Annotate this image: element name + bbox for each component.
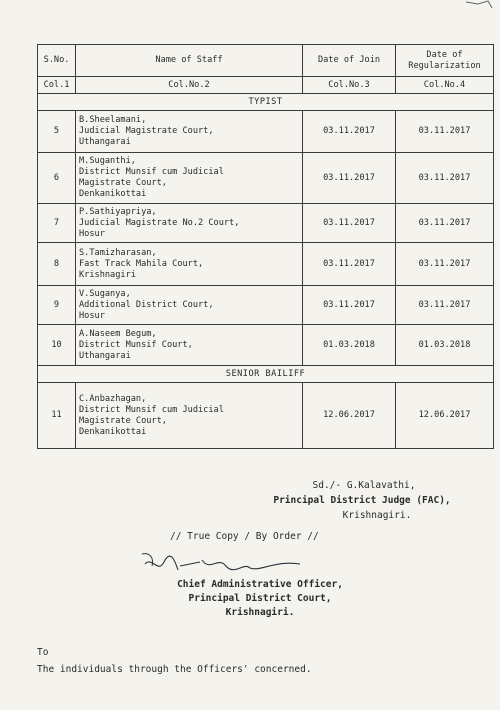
row-date-of-regularization: 03.11.2017 (396, 286, 494, 325)
row-sno: 7 (38, 204, 76, 243)
table-row (38, 111, 494, 153)
column-number-row (38, 77, 494, 94)
name-line: District Munsif cum Judicial (79, 404, 224, 415)
row-staff-name (76, 286, 303, 325)
name-line: P.Sathiyapriya, (79, 206, 157, 217)
table-row (38, 383, 494, 449)
name-line: Denkanikottai (79, 426, 147, 437)
name-line: Uthangarai (79, 137, 131, 147)
cao-place: Krishnagiri. (225, 607, 295, 618)
name-line: V.Suganya, (79, 288, 131, 299)
row-date-of-regularization: 03.11.2017 (396, 243, 494, 286)
row-sno: 9 (38, 286, 76, 325)
header-name: Name of Staff (76, 45, 303, 77)
row-sno: 11 (38, 383, 76, 449)
signatory-name: Sd./- G.Kalavathi, (312, 480, 416, 491)
row-staff-name (76, 111, 303, 153)
row-staff-name (76, 153, 303, 204)
row-date-of-regularization: 03.11.2017 (396, 153, 494, 204)
to-label: To (37, 647, 49, 658)
row-date-of-join: 01.03.2018 (303, 325, 396, 366)
name-line: Denkanikottai (79, 189, 147, 199)
row-date-of-join: 03.11.2017 (303, 286, 396, 325)
section-label-typist: TYPIST (38, 94, 494, 111)
colno-1: Col.1 (38, 77, 76, 94)
header-dor-line2: Regularization (408, 60, 481, 71)
true-copy-note: // True Copy / By Order // (170, 531, 319, 542)
name-line: Uthangarai (79, 350, 131, 361)
row-sno: 8 (38, 243, 76, 286)
table-row (38, 243, 494, 286)
name-line: C.Anbazhagan, (79, 393, 147, 404)
row-date-of-join: 12.06.2017 (303, 383, 396, 449)
table-row (38, 153, 494, 204)
header-sno: S.No. (38, 45, 76, 77)
table-row (38, 325, 494, 366)
row-sno: 5 (38, 111, 76, 153)
signatory-place: Krishnagiri. (342, 510, 412, 521)
row-date-of-join: 03.11.2017 (303, 204, 396, 243)
chief-administrative-officer-block (160, 578, 360, 620)
name-line: District Munsif cum Judicial (79, 167, 224, 177)
row-staff-name (76, 204, 303, 243)
signatory-designation: Principal District Judge (FAC), (273, 495, 451, 506)
name-line: Magistrate Court, (79, 178, 167, 188)
row-date-of-join: 03.11.2017 (303, 111, 396, 153)
table-row (38, 204, 494, 243)
name-line: Magistrate Court, (79, 415, 167, 426)
name-line: B.Sheelamani, (79, 115, 147, 125)
row-date-of-regularization: 12.06.2017 (396, 383, 494, 449)
name-line: Judicial Magistrate Court, (79, 126, 214, 136)
cao-title: Chief Administrative Officer, (177, 579, 343, 590)
name-line: Hosur (79, 310, 105, 321)
row-sno: 10 (38, 325, 76, 366)
cao-office: Principal District Court, (188, 593, 332, 604)
header-dor-line1: Date of (426, 49, 463, 60)
name-line: S.Tamizharasan, (79, 247, 157, 258)
recipients-line: The individuals through the Officers' concerned. (37, 664, 312, 675)
header-date-of-regularization (396, 45, 494, 77)
name-line: Additional District Court, (79, 299, 214, 310)
colno-3: Col.No.3 (303, 77, 396, 94)
name-line: Fast Track Mahila Court, (79, 258, 204, 269)
name-line: M.Suganthi, (79, 156, 136, 166)
corner-pen-mark (464, 0, 494, 12)
header-date-of-join: Date of Join (303, 45, 396, 77)
staff-table (37, 44, 494, 449)
section-row-senior-bailiff (38, 366, 494, 383)
colno-4: Col.No.4 (396, 77, 494, 94)
row-sno: 6 (38, 153, 76, 204)
row-date-of-regularization: 03.11.2017 (396, 111, 494, 153)
row-date-of-join: 03.11.2017 (303, 243, 396, 286)
signature-block (262, 478, 462, 523)
row-date-of-join: 03.11.2017 (303, 153, 396, 204)
table-header-row (38, 45, 494, 77)
row-date-of-regularization: 01.03.2018 (396, 325, 494, 366)
table-row (38, 286, 494, 325)
name-line: District Munsif Court, (79, 339, 193, 350)
row-staff-name (76, 243, 303, 286)
colno-2: Col.No.2 (76, 77, 303, 94)
name-line: Hosur (79, 228, 105, 239)
section-row-typist (38, 94, 494, 111)
name-line: Krishnagiri (79, 269, 136, 280)
row-staff-name (76, 383, 303, 449)
name-line: Judicial Magistrate No.2 Court, (79, 217, 240, 228)
row-date-of-regularization: 03.11.2017 (396, 204, 494, 243)
name-line: A.Naseem Begum, (79, 328, 157, 339)
section-label-senior-bailiff: SENIOR BAILIFF (38, 366, 494, 383)
row-staff-name (76, 325, 303, 366)
